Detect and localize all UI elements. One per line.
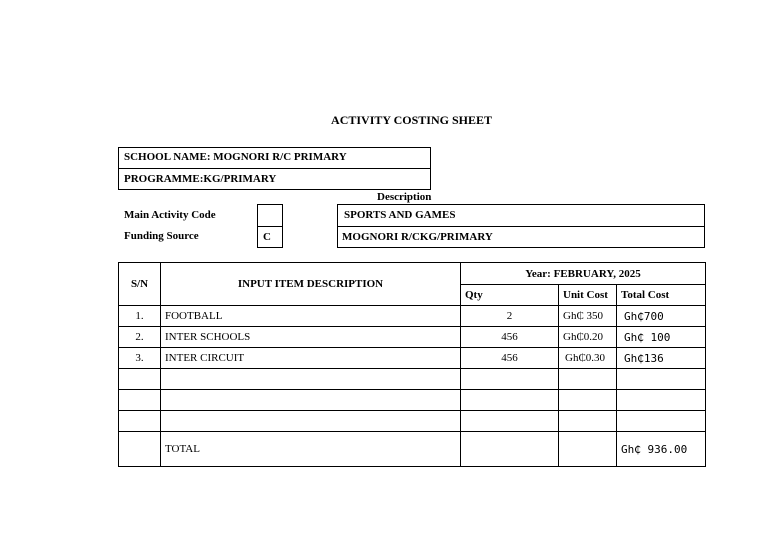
header-total-cost: Total Cost bbox=[617, 285, 706, 306]
row-total-cost: Gh₵ 100 bbox=[617, 327, 706, 348]
row-total-cost: Gh₵700 bbox=[617, 306, 706, 327]
row-qty: 456 bbox=[461, 327, 559, 348]
row-unit-cost: Gh₵0.20 bbox=[559, 327, 617, 348]
table-row bbox=[119, 306, 706, 327]
funding-description-text: MOGNORI R/CKG/PRIMARY bbox=[342, 231, 493, 243]
activity-description-text: SPORTS AND GAMES bbox=[344, 209, 456, 221]
header-year: Year: FEBRUARY, 2025 bbox=[461, 263, 706, 285]
funding-description-box bbox=[337, 226, 705, 248]
total-row bbox=[119, 432, 706, 467]
row-qty: 456 bbox=[461, 348, 559, 369]
main-activity-code-label: Main Activity Code bbox=[124, 209, 216, 221]
funding-source-label: Funding Source bbox=[124, 230, 199, 242]
school-name-box bbox=[118, 147, 431, 169]
table-row bbox=[119, 348, 706, 369]
row-description: INTER SCHOOLS bbox=[161, 327, 461, 348]
empty-row bbox=[119, 369, 706, 390]
activity-description-box bbox=[337, 204, 705, 227]
empty-row bbox=[119, 390, 706, 411]
row-sn: 3. bbox=[119, 348, 161, 369]
header-unit-cost: Unit Cost bbox=[559, 285, 617, 306]
costing-table bbox=[118, 262, 706, 467]
row-description: FOOTBALL bbox=[161, 306, 461, 327]
sheet-title: ACTIVITY COSTING SHEET bbox=[331, 113, 492, 127]
empty-row bbox=[119, 411, 706, 432]
row-qty: 2 bbox=[461, 306, 559, 327]
funding-source-value: C bbox=[263, 231, 271, 243]
programme-text: PROGRAMME:KG/PRIMARY bbox=[124, 173, 277, 185]
total-label: TOTAL bbox=[161, 432, 461, 467]
programme-box bbox=[118, 168, 431, 190]
row-sn: 1. bbox=[119, 306, 161, 327]
header-qty: Qty bbox=[461, 285, 559, 306]
total-value: Gh₵ 936.00 bbox=[617, 432, 706, 467]
row-unit-cost: Gh₵0.30 bbox=[559, 348, 617, 369]
school-name-text: SCHOOL NAME: MOGNORI R/C PRIMARY bbox=[124, 151, 347, 163]
header-description: INPUT ITEM DESCRIPTION bbox=[161, 263, 461, 306]
description-header: Description bbox=[377, 191, 432, 203]
table-row bbox=[119, 327, 706, 348]
header-sn: S/N bbox=[119, 263, 161, 306]
row-unit-cost: Gh₵ 350 bbox=[559, 306, 617, 327]
row-sn: 2. bbox=[119, 327, 161, 348]
row-description: INTER CIRCUIT bbox=[161, 348, 461, 369]
row-total-cost: Gh₵136 bbox=[617, 348, 706, 369]
main-activity-code-box bbox=[257, 204, 283, 227]
funding-source-box bbox=[257, 226, 283, 248]
